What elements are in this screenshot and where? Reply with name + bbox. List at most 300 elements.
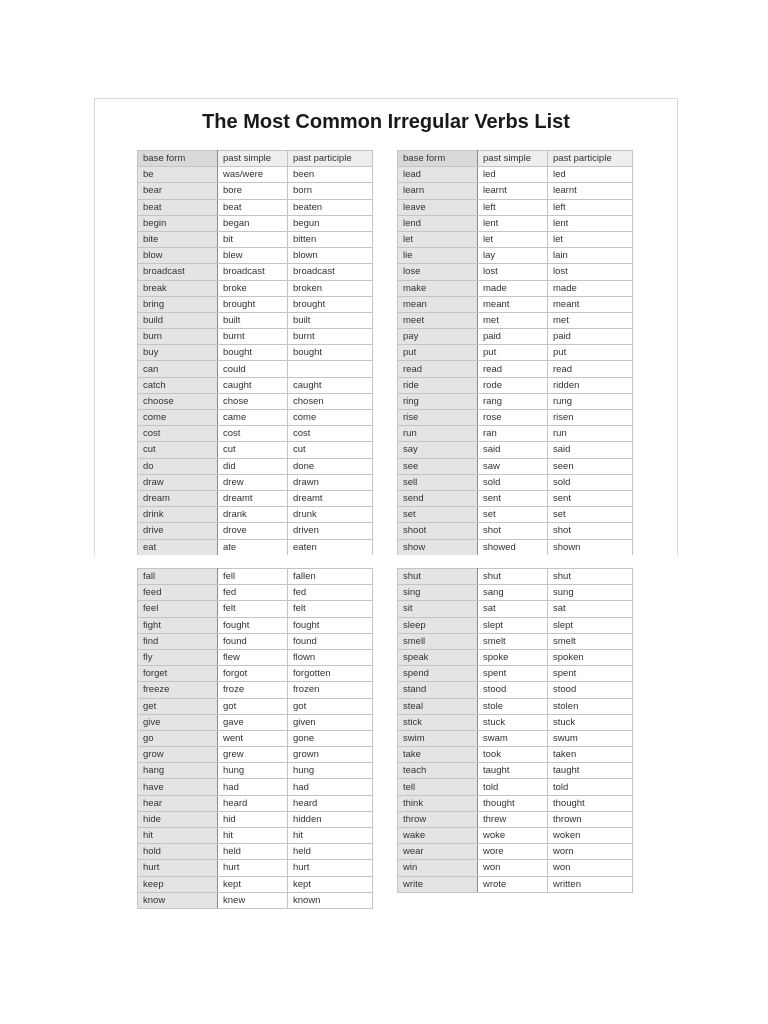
cell-base-form: lead bbox=[398, 167, 478, 183]
table-row bbox=[138, 747, 373, 763]
cell-base-form: hang bbox=[138, 763, 218, 779]
cell-base-form: take bbox=[398, 747, 478, 763]
cell-past-simple: sold bbox=[478, 474, 548, 490]
table-row bbox=[138, 876, 373, 892]
cell-past-participle: taught bbox=[548, 763, 633, 779]
table-row bbox=[398, 199, 633, 215]
cell-base-form: hear bbox=[138, 795, 218, 811]
table-row bbox=[138, 860, 373, 876]
header-past-participle: past participle bbox=[548, 151, 633, 167]
table-row bbox=[398, 860, 633, 876]
table-row bbox=[138, 183, 373, 199]
table-body bbox=[398, 167, 633, 556]
cell-base-form: shut bbox=[398, 569, 478, 585]
cell-past-participle: eaten bbox=[288, 539, 373, 555]
cell-base-form: sit bbox=[398, 601, 478, 617]
cell-past-participle: stood bbox=[548, 682, 633, 698]
cell-base-form: be bbox=[138, 167, 218, 183]
verbs-table-4 bbox=[397, 568, 633, 893]
cell-past-participle: lost bbox=[548, 264, 633, 280]
cell-past-participle: kept bbox=[288, 876, 373, 892]
cell-base-form: can bbox=[138, 361, 218, 377]
cell-past-simple: built bbox=[218, 312, 288, 328]
cell-past-participle: cut bbox=[288, 442, 373, 458]
cell-past-simple: saw bbox=[478, 458, 548, 474]
table-row bbox=[398, 426, 633, 442]
cell-past-participle: frozen bbox=[288, 682, 373, 698]
cell-base-form: choose bbox=[138, 393, 218, 409]
cell-past-simple: meant bbox=[478, 296, 548, 312]
cell-past-participle: bitten bbox=[288, 231, 373, 247]
cell-past-participle: left bbox=[548, 199, 633, 215]
header-past-simple: past simple bbox=[478, 151, 548, 167]
table-row bbox=[138, 312, 373, 328]
table-row bbox=[398, 231, 633, 247]
cell-past-participle: broken bbox=[288, 280, 373, 296]
cell-base-form: broadcast bbox=[138, 264, 218, 280]
table-row bbox=[138, 199, 373, 215]
cell-base-form: learn bbox=[398, 183, 478, 199]
cell-base-form: go bbox=[138, 730, 218, 746]
table-row bbox=[398, 811, 633, 827]
table-row bbox=[138, 377, 373, 393]
cell-past-simple: rode bbox=[478, 377, 548, 393]
cell-past-simple: showed bbox=[478, 539, 548, 555]
cell-base-form: hide bbox=[138, 811, 218, 827]
cell-past-simple: slept bbox=[478, 617, 548, 633]
cell-base-form: steal bbox=[398, 698, 478, 714]
cell-past-simple: hit bbox=[218, 828, 288, 844]
cell-base-form: feel bbox=[138, 601, 218, 617]
table-row bbox=[138, 329, 373, 345]
table-row bbox=[398, 569, 633, 585]
cell-past-simple: bore bbox=[218, 183, 288, 199]
table-row bbox=[398, 795, 633, 811]
cell-base-form: meet bbox=[398, 312, 478, 328]
cell-past-participle: brought bbox=[288, 296, 373, 312]
cell-past-participle: got bbox=[288, 698, 373, 714]
cell-base-form: mean bbox=[398, 296, 478, 312]
cell-past-simple: burnt bbox=[218, 329, 288, 345]
table-row bbox=[138, 779, 373, 795]
table-row bbox=[138, 215, 373, 231]
table-row bbox=[398, 682, 633, 698]
cell-past-participle: built bbox=[288, 312, 373, 328]
table-row bbox=[398, 215, 633, 231]
cell-base-form: buy bbox=[138, 345, 218, 361]
cell-base-form: teach bbox=[398, 763, 478, 779]
cell-past-participle: learnt bbox=[548, 183, 633, 199]
table-row bbox=[398, 747, 633, 763]
cell-past-participle: shot bbox=[548, 523, 633, 539]
table-body bbox=[138, 569, 373, 909]
table-row bbox=[138, 844, 373, 860]
cell-base-form: stand bbox=[398, 682, 478, 698]
table-row bbox=[138, 569, 373, 585]
table-row bbox=[398, 474, 633, 490]
table-row bbox=[398, 876, 633, 892]
cell-base-form: let bbox=[398, 231, 478, 247]
cell-past-participle: given bbox=[288, 714, 373, 730]
cell-base-form: hit bbox=[138, 828, 218, 844]
cell-base-form: write bbox=[398, 876, 478, 892]
cell-past-participle: held bbox=[288, 844, 373, 860]
cell-past-simple: broke bbox=[218, 280, 288, 296]
cell-base-form: tell bbox=[398, 779, 478, 795]
cell-past-participle: risen bbox=[548, 410, 633, 426]
cell-past-simple: could bbox=[218, 361, 288, 377]
cell-past-participle: smelt bbox=[548, 633, 633, 649]
table-row bbox=[398, 523, 633, 539]
cell-past-participle: sung bbox=[548, 585, 633, 601]
cell-past-simple: drove bbox=[218, 523, 288, 539]
cell-past-participle: worn bbox=[548, 844, 633, 860]
cell-past-participle: born bbox=[288, 183, 373, 199]
cell-base-form: hurt bbox=[138, 860, 218, 876]
table-row bbox=[138, 296, 373, 312]
cell-past-participle: found bbox=[288, 633, 373, 649]
cell-past-simple: drew bbox=[218, 474, 288, 490]
cell-base-form: bear bbox=[138, 183, 218, 199]
table-row bbox=[398, 312, 633, 328]
table-row bbox=[138, 523, 373, 539]
cell-past-simple: read bbox=[478, 361, 548, 377]
table-row bbox=[138, 698, 373, 714]
page-break bbox=[0, 555, 768, 565]
cell-base-form: rise bbox=[398, 410, 478, 426]
cell-base-form: lie bbox=[398, 248, 478, 264]
cell-base-form: sleep bbox=[398, 617, 478, 633]
cell-past-simple: rang bbox=[478, 393, 548, 409]
cell-past-simple: flew bbox=[218, 649, 288, 665]
header-row bbox=[398, 151, 633, 167]
cell-past-simple: stood bbox=[478, 682, 548, 698]
cell-past-participle: cost bbox=[288, 426, 373, 442]
cell-past-simple: lent bbox=[478, 215, 548, 231]
table-row bbox=[138, 601, 373, 617]
cell-past-simple: spent bbox=[478, 666, 548, 682]
cell-past-participle: begun bbox=[288, 215, 373, 231]
table-row bbox=[398, 779, 633, 795]
table-row bbox=[398, 698, 633, 714]
cell-past-participle: fed bbox=[288, 585, 373, 601]
table-header bbox=[138, 151, 373, 167]
cell-past-simple: ate bbox=[218, 539, 288, 555]
verbs-table-1 bbox=[137, 150, 373, 556]
table-row bbox=[398, 601, 633, 617]
verbs-table-3 bbox=[137, 568, 373, 909]
cell-base-form: show bbox=[398, 539, 478, 555]
cell-past-participle: written bbox=[548, 876, 633, 892]
cell-past-participle: chosen bbox=[288, 393, 373, 409]
table-row bbox=[138, 264, 373, 280]
table-row bbox=[398, 844, 633, 860]
cell-past-participle: paid bbox=[548, 329, 633, 345]
table-row bbox=[138, 426, 373, 442]
table-row bbox=[398, 377, 633, 393]
table-header bbox=[398, 151, 633, 167]
cell-past-simple: wore bbox=[478, 844, 548, 860]
cell-past-simple: paid bbox=[478, 329, 548, 345]
cell-past-simple: was/were bbox=[218, 167, 288, 183]
header-base-form: base form bbox=[398, 151, 478, 167]
cell-past-participle: caught bbox=[288, 377, 373, 393]
cell-past-participle: forgotten bbox=[288, 666, 373, 682]
cell-base-form: leave bbox=[398, 199, 478, 215]
cell-past-simple: felt bbox=[218, 601, 288, 617]
cell-base-form: find bbox=[138, 633, 218, 649]
cell-past-participle: beaten bbox=[288, 199, 373, 215]
cell-past-simple: kept bbox=[218, 876, 288, 892]
cell-base-form: grow bbox=[138, 747, 218, 763]
cell-base-form: come bbox=[138, 410, 218, 426]
cell-past-participle: seen bbox=[548, 458, 633, 474]
cell-past-simple: smelt bbox=[478, 633, 548, 649]
cell-past-participle: said bbox=[548, 442, 633, 458]
cell-past-simple: hung bbox=[218, 763, 288, 779]
cell-past-participle: run bbox=[548, 426, 633, 442]
table-row bbox=[138, 490, 373, 506]
cell-past-participle: set bbox=[548, 507, 633, 523]
cell-past-simple: shut bbox=[478, 569, 548, 585]
cell-base-form: put bbox=[398, 345, 478, 361]
table-row bbox=[138, 828, 373, 844]
cell-past-simple: beat bbox=[218, 199, 288, 215]
cell-base-form: begin bbox=[138, 215, 218, 231]
cell-past-simple: thought bbox=[478, 795, 548, 811]
cell-base-form: set bbox=[398, 507, 478, 523]
table-row bbox=[138, 345, 373, 361]
cell-past-participle: hidden bbox=[288, 811, 373, 827]
cell-past-simple: fought bbox=[218, 617, 288, 633]
cell-past-simple: set bbox=[478, 507, 548, 523]
cell-past-simple: hid bbox=[218, 811, 288, 827]
cell-base-form: fight bbox=[138, 617, 218, 633]
table-row bbox=[138, 649, 373, 665]
cell-past-participle: driven bbox=[288, 523, 373, 539]
cell-base-form: know bbox=[138, 892, 218, 908]
table-row bbox=[398, 633, 633, 649]
cell-base-form: dream bbox=[138, 490, 218, 506]
cell-base-form: forget bbox=[138, 666, 218, 682]
cell-base-form: send bbox=[398, 490, 478, 506]
table-row bbox=[398, 585, 633, 601]
cell-base-form: beat bbox=[138, 199, 218, 215]
cell-base-form: wake bbox=[398, 828, 478, 844]
cell-past-participle: been bbox=[288, 167, 373, 183]
cell-past-participle: stuck bbox=[548, 714, 633, 730]
table-row bbox=[398, 539, 633, 555]
cell-past-simple: spoke bbox=[478, 649, 548, 665]
table-row bbox=[398, 763, 633, 779]
table-row bbox=[398, 361, 633, 377]
cell-base-form: have bbox=[138, 779, 218, 795]
cell-past-simple: made bbox=[478, 280, 548, 296]
cell-base-form: blow bbox=[138, 248, 218, 264]
table-row bbox=[138, 811, 373, 827]
cell-past-simple: fell bbox=[218, 569, 288, 585]
table-row bbox=[138, 585, 373, 601]
cell-base-form: sing bbox=[398, 585, 478, 601]
cell-past-simple: knew bbox=[218, 892, 288, 908]
table-row bbox=[398, 280, 633, 296]
cell-base-form: eat bbox=[138, 539, 218, 555]
cell-past-participle: hung bbox=[288, 763, 373, 779]
cell-past-simple: led bbox=[478, 167, 548, 183]
cell-past-participle: thrown bbox=[548, 811, 633, 827]
cell-past-simple: put bbox=[478, 345, 548, 361]
cell-past-participle: shut bbox=[548, 569, 633, 585]
cell-past-simple: broadcast bbox=[218, 264, 288, 280]
cell-base-form: get bbox=[138, 698, 218, 714]
verbs-table-2 bbox=[397, 150, 633, 556]
cell-base-form: freeze bbox=[138, 682, 218, 698]
cell-past-simple: brought bbox=[218, 296, 288, 312]
cell-past-participle: rung bbox=[548, 393, 633, 409]
cell-past-participle: sat bbox=[548, 601, 633, 617]
header-base-form: base form bbox=[138, 151, 218, 167]
cell-past-participle: stolen bbox=[548, 698, 633, 714]
cell-past-participle: told bbox=[548, 779, 633, 795]
cell-past-simple: froze bbox=[218, 682, 288, 698]
cell-past-simple: left bbox=[478, 199, 548, 215]
table-row bbox=[398, 507, 633, 523]
table-row bbox=[398, 167, 633, 183]
cell-base-form: ring bbox=[398, 393, 478, 409]
cell-past-participle: lain bbox=[548, 248, 633, 264]
cell-past-participle: taken bbox=[548, 747, 633, 763]
cell-past-simple: took bbox=[478, 747, 548, 763]
table-row bbox=[398, 458, 633, 474]
cell-past-simple: held bbox=[218, 844, 288, 860]
cell-base-form: break bbox=[138, 280, 218, 296]
cell-past-simple: gave bbox=[218, 714, 288, 730]
cell-past-simple: had bbox=[218, 779, 288, 795]
cell-past-simple: wrote bbox=[478, 876, 548, 892]
table-row bbox=[398, 828, 633, 844]
cell-past-participle: felt bbox=[288, 601, 373, 617]
table-body bbox=[398, 569, 633, 893]
table-row bbox=[138, 231, 373, 247]
cell-past-simple: won bbox=[478, 860, 548, 876]
cell-past-participle: sold bbox=[548, 474, 633, 490]
cell-past-simple: learnt bbox=[478, 183, 548, 199]
cell-past-participle: burnt bbox=[288, 329, 373, 345]
cell-past-simple: rose bbox=[478, 410, 548, 426]
cell-base-form: swim bbox=[398, 730, 478, 746]
cell-past-simple: met bbox=[478, 312, 548, 328]
cell-past-participle: thought bbox=[548, 795, 633, 811]
cell-base-form: wear bbox=[398, 844, 478, 860]
table-row bbox=[398, 617, 633, 633]
cell-base-form: hold bbox=[138, 844, 218, 860]
cell-past-participle: drunk bbox=[288, 507, 373, 523]
table-row bbox=[398, 490, 633, 506]
cell-past-participle: dreamt bbox=[288, 490, 373, 506]
cell-base-form: read bbox=[398, 361, 478, 377]
cell-past-simple: cut bbox=[218, 442, 288, 458]
table-row bbox=[138, 361, 373, 377]
cell-past-participle: ridden bbox=[548, 377, 633, 393]
cell-past-simple: bought bbox=[218, 345, 288, 361]
table-row bbox=[138, 167, 373, 183]
table-row bbox=[398, 442, 633, 458]
cell-past-simple: threw bbox=[478, 811, 548, 827]
cell-base-form: lose bbox=[398, 264, 478, 280]
table-row bbox=[138, 795, 373, 811]
cell-base-form: do bbox=[138, 458, 218, 474]
cell-base-form: bite bbox=[138, 231, 218, 247]
cell-past-simple: sang bbox=[478, 585, 548, 601]
cell-past-participle: grown bbox=[288, 747, 373, 763]
cell-base-form: run bbox=[398, 426, 478, 442]
cell-past-participle: won bbox=[548, 860, 633, 876]
cell-past-participle: heard bbox=[288, 795, 373, 811]
table-row bbox=[138, 248, 373, 264]
cell-base-form: make bbox=[398, 280, 478, 296]
table-row bbox=[398, 666, 633, 682]
table-row bbox=[138, 666, 373, 682]
cell-past-participle: read bbox=[548, 361, 633, 377]
cell-past-simple: went bbox=[218, 730, 288, 746]
table-row bbox=[398, 345, 633, 361]
cell-base-form: pay bbox=[398, 329, 478, 345]
cell-base-form: bring bbox=[138, 296, 218, 312]
cell-past-participle: done bbox=[288, 458, 373, 474]
table-row bbox=[138, 442, 373, 458]
cell-base-form: stick bbox=[398, 714, 478, 730]
table-row bbox=[138, 410, 373, 426]
table-row bbox=[398, 183, 633, 199]
cell-base-form: fly bbox=[138, 649, 218, 665]
cell-past-participle: known bbox=[288, 892, 373, 908]
cell-past-simple: drank bbox=[218, 507, 288, 523]
cell-base-form: lend bbox=[398, 215, 478, 231]
table-row bbox=[398, 410, 633, 426]
header-past-simple: past simple bbox=[218, 151, 288, 167]
cell-past-participle: blown bbox=[288, 248, 373, 264]
table-row bbox=[398, 248, 633, 264]
cell-past-participle bbox=[288, 361, 373, 377]
cell-past-participle: broadcast bbox=[288, 264, 373, 280]
table-row bbox=[138, 617, 373, 633]
table-row bbox=[138, 730, 373, 746]
cell-past-participle: flown bbox=[288, 649, 373, 665]
cell-past-participle: put bbox=[548, 345, 633, 361]
cell-base-form: shoot bbox=[398, 523, 478, 539]
cell-past-simple: taught bbox=[478, 763, 548, 779]
cell-past-participle: hit bbox=[288, 828, 373, 844]
cell-past-participle: lent bbox=[548, 215, 633, 231]
cell-past-simple: lay bbox=[478, 248, 548, 264]
cell-past-participle: hurt bbox=[288, 860, 373, 876]
cell-past-participle: sent bbox=[548, 490, 633, 506]
cell-past-simple: did bbox=[218, 458, 288, 474]
cell-base-form: draw bbox=[138, 474, 218, 490]
cell-base-form: drink bbox=[138, 507, 218, 523]
cell-past-simple: woke bbox=[478, 828, 548, 844]
cell-past-participle: had bbox=[288, 779, 373, 795]
cell-past-participle: spent bbox=[548, 666, 633, 682]
table-row bbox=[398, 329, 633, 345]
cell-base-form: smell bbox=[398, 633, 478, 649]
cell-base-form: think bbox=[398, 795, 478, 811]
cell-past-participle: bought bbox=[288, 345, 373, 361]
cell-base-form: throw bbox=[398, 811, 478, 827]
table-row bbox=[398, 649, 633, 665]
cell-base-form: build bbox=[138, 312, 218, 328]
cell-past-simple: sat bbox=[478, 601, 548, 617]
